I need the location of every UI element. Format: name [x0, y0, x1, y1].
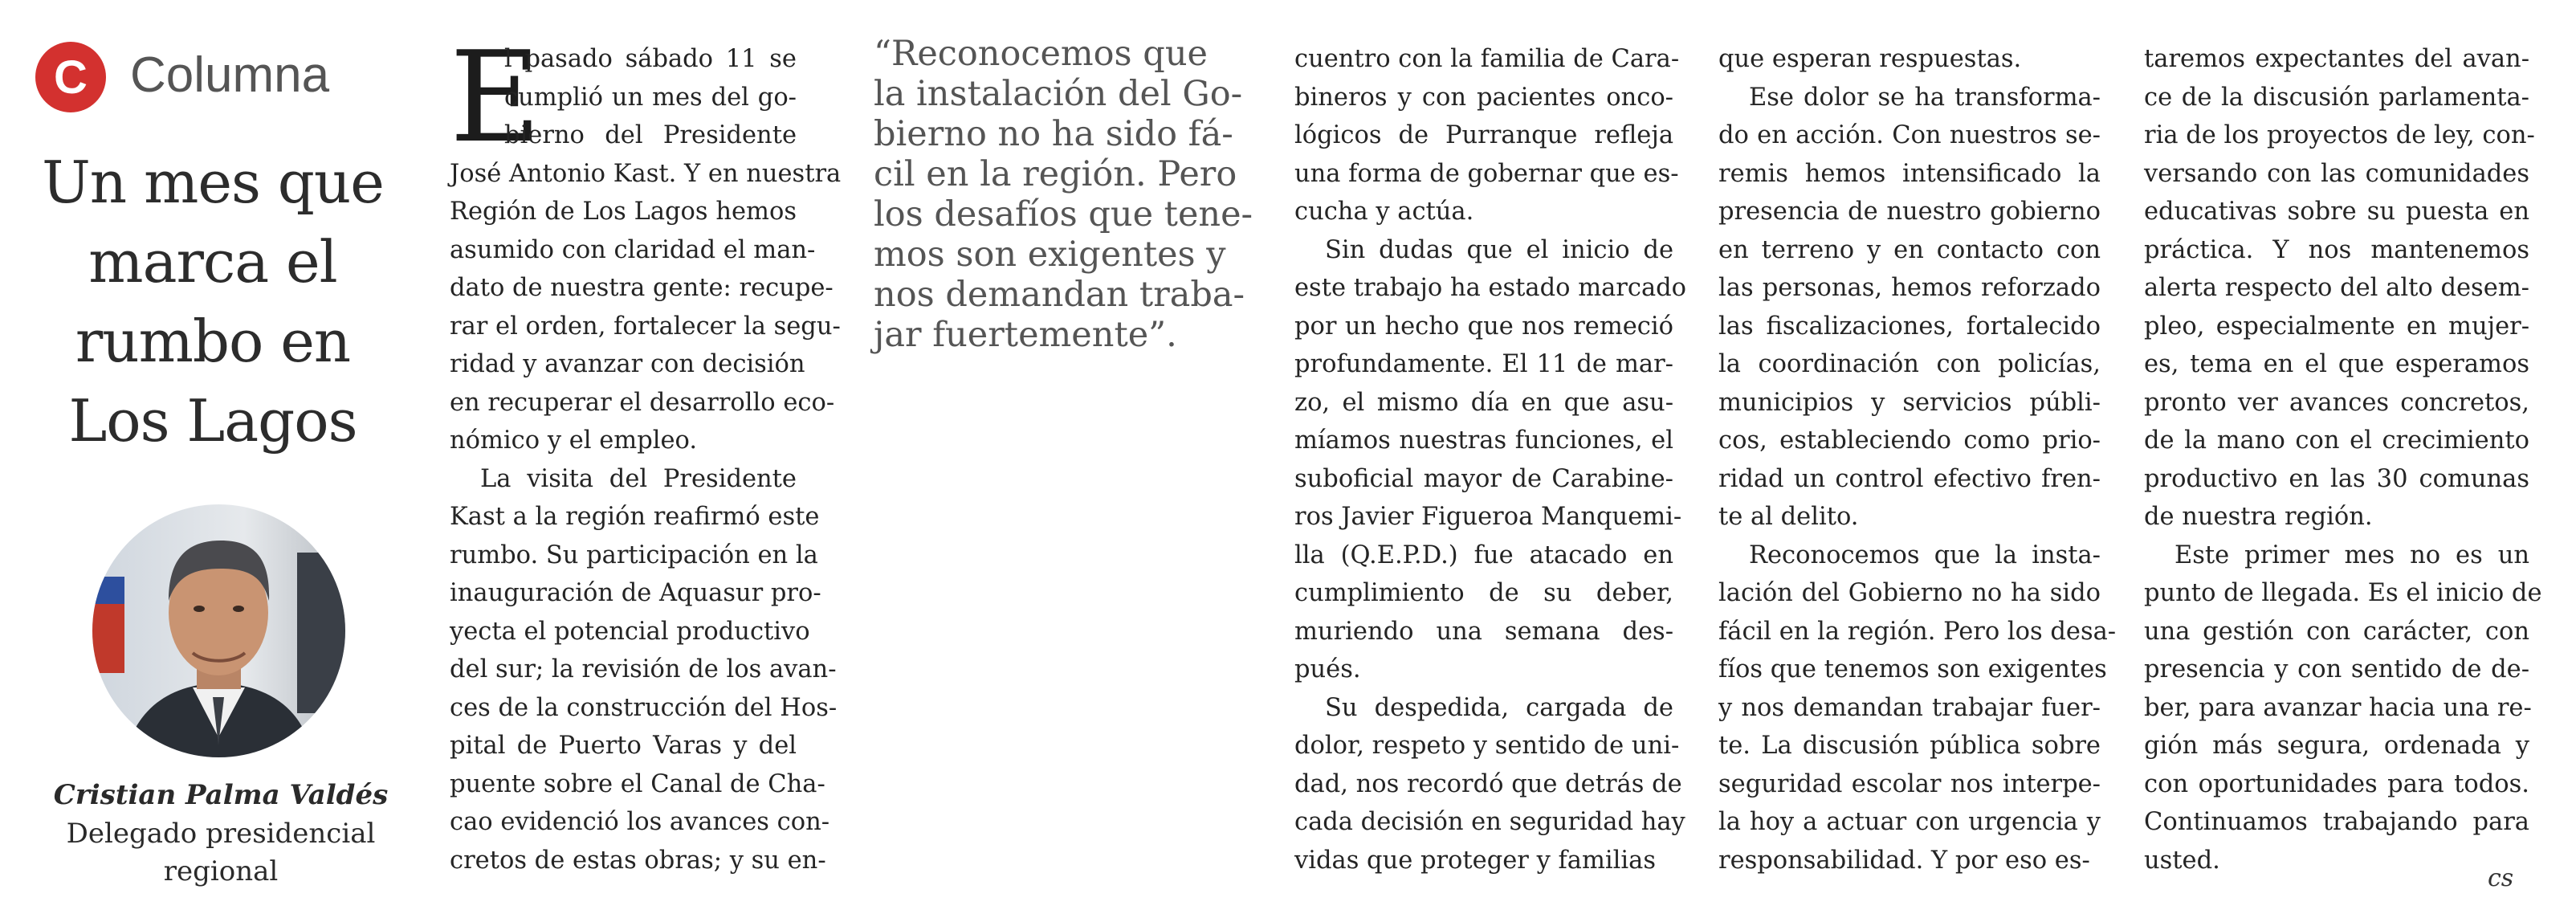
article-line: Ese dolor se ha transforma- [1749, 83, 2101, 112]
article-column-5 [2144, 40, 2542, 879]
article-column-3 [1294, 40, 1687, 879]
section-label: Columna [130, 47, 330, 103]
article-line: la hoy a actuar con urgencia y [1718, 808, 2101, 836]
section-badge: C [35, 42, 106, 112]
article-line: nómico y el empleo. [450, 426, 698, 455]
article-line: con oportunidades para todos. [2144, 769, 2529, 798]
article-line: cos, estableciendo como prio- [1718, 426, 2101, 455]
article-line: del sur; la revisión de los avan- [450, 655, 837, 683]
flag-red-stripe [92, 601, 124, 673]
article-line: lógicos de Purranque refleja [1294, 121, 1673, 149]
article-line: bineros y con pacientes onco- [1294, 83, 1673, 112]
article-column-1 [450, 40, 842, 879]
pull-quote-line: los desafíos que tene- [874, 194, 1253, 235]
article-line: las fiscalizaciones, fortalecido [1718, 312, 2101, 341]
article-line: ce de la discusión parlamenta- [2144, 83, 2529, 112]
article-line: Este primer mes no es un [2175, 541, 2529, 569]
flag-blue-stripe [92, 577, 124, 604]
article-line: lla (Q.E.P.D.) fue atacado en [1294, 541, 1673, 569]
article-line: remis hemos intensificado la [1718, 159, 2101, 188]
article-line: Sin dudas que el inicio de [1325, 235, 1673, 264]
article-line: de la mano con el crecimiento [2144, 426, 2529, 455]
author-portrait [92, 504, 345, 757]
pull-quote-line: bierno no ha sido fá- [874, 114, 1233, 154]
article-line: rumbo. Su participación en la [450, 541, 818, 569]
pull-quote [874, 34, 1253, 355]
article-column-4 [1718, 40, 2117, 879]
article-line: ber, para avanzar hacia una re- [2144, 693, 2532, 722]
article-line: l pasado sábado 11 se [504, 45, 797, 73]
article-line: responsabilidad. Y por eso es- [1718, 846, 2090, 875]
article-line: Kast a la región reafirmó este [450, 503, 820, 531]
pull-quote-line: mos son exigentes y [874, 235, 1226, 275]
article-line: bierno del Presidente [504, 121, 797, 149]
article-line: José Antonio Kast. Y en nuestra [450, 159, 842, 188]
headline-line: Un mes que [42, 149, 384, 216]
article-line: ces de la construcción del Hos- [450, 693, 838, 722]
article-line: este trabajo ha estado marcado [1294, 274, 1687, 302]
article-line: de nuestra región. [2144, 503, 2373, 531]
article-line: suboficial mayor de Carabine- [1294, 464, 1673, 493]
article-line: asumido con claridad el man- [450, 235, 816, 264]
article-line: cucha y actúa. [1294, 198, 1474, 226]
article-line: fíos que tenemos son exigentes [1718, 655, 2107, 683]
article-line: cao evidenció los avances con- [450, 808, 830, 836]
article-line: do en acción. Con nuestros se- [1718, 121, 2101, 149]
article-line: usted. [2144, 846, 2220, 875]
article-line: muriendo una semana des- [1294, 617, 1673, 646]
article-line: ridad y avanzar con decisión [450, 350, 805, 378]
author-role-line: Delegado presidencial [66, 818, 376, 850]
pull-quote-line: “Reconocemos que [874, 34, 1208, 74]
article-line: una gestión con carácter, con [2144, 617, 2529, 646]
pull-quote-line: la instalación del Go- [874, 74, 1243, 114]
article-line: en terreno y en contacto con [1718, 235, 2101, 264]
article-line: vidas que proteger y familias [1294, 846, 1656, 875]
article-line: las personas, hemos reforzado [1718, 274, 2101, 302]
article-line: versando con las comunidades [2144, 159, 2529, 188]
article-line: es, tema en el que esperamos [2144, 350, 2529, 378]
article-line: educativas sobre su puesta en [2144, 198, 2529, 226]
article-line: La visita del Presidente [480, 464, 797, 493]
article-line: cada decisión en seguridad hay [1294, 808, 1685, 836]
headline [32, 143, 393, 461]
article-line: la coordinación con policías, [1718, 350, 2101, 378]
article-line: punto de llegada. Es el inicio de [2144, 579, 2542, 607]
article-line: pronto ver avances concretos, [2144, 388, 2529, 417]
headline-line: rumbo en [75, 308, 351, 375]
article-line: lación del Gobierno no ha sido [1718, 579, 2101, 607]
article-line: dolor, respeto y sentido de uni- [1294, 732, 1680, 760]
article-line: te al delito. [1718, 503, 1859, 531]
article-line: fácil en la región. Pero los desa- [1718, 617, 2117, 646]
article-line: inauguración de Aquasur pro- [450, 579, 821, 607]
article-line: municipios y servicios públi- [1718, 388, 2101, 417]
article-line: cretos de estas obras; y su en- [450, 846, 826, 875]
article-line: puente sobre el Canal de Cha- [450, 769, 825, 798]
article-line: Reconocemos que la insta- [1749, 541, 2101, 569]
drop-cap: E [450, 24, 541, 170]
pull-quote-line: cil en la región. Pero [874, 154, 1237, 194]
author-role-line: regional [163, 855, 279, 887]
article-line: taremos expectantes del avan- [2144, 45, 2529, 73]
article-line: dato de nuestra gente: recupe- [450, 274, 834, 302]
headline-line: marca el [88, 228, 337, 296]
article-line: pital de Puerto Varas y del [450, 732, 797, 760]
article-line: presencia y con sentido de de- [2144, 655, 2529, 683]
article-line: productivo en las 30 comunas [2144, 464, 2529, 493]
article-line: seguridad escolar nos interpe- [1718, 769, 2101, 798]
article-line: que esperan respuestas. [1718, 45, 2022, 73]
article-line: una forma de gobernar que es- [1294, 159, 1679, 188]
article-line: y nos demandan trabajar fuer- [1718, 693, 2101, 722]
article-line: Región de Los Lagos hemos [450, 198, 797, 226]
article-line: pleo, especialmente en mujer- [2144, 312, 2529, 341]
article-line: presencia de nuestro gobierno [1718, 198, 2101, 226]
article-line: gión más segura, ordenada y [2144, 732, 2529, 760]
article-line: ridad un control efectivo fren- [1718, 464, 2101, 493]
article-line: zo, el mismo día en que asu- [1294, 388, 1673, 417]
pull-quote-line: nos demandan traba- [874, 275, 1245, 315]
headline-line: Los Lagos [68, 387, 357, 455]
article-line: pués. [1294, 655, 1361, 683]
article-line: yecta el potencial productivo [450, 617, 810, 646]
article-line: profundamente. El 11 de mar- [1294, 350, 1673, 378]
article-line: ria de los proyectos de ley, con- [2144, 121, 2535, 149]
article-line: ros Javier Figueroa Manquemi- [1294, 503, 1682, 531]
article-line: Continuamos trabajando para [2144, 808, 2529, 836]
pull-quote-line: jar fuertemente”. [874, 315, 1177, 355]
article-line: dad, nos recordó que detrás de [1294, 769, 1682, 798]
author-name: Cristian Palma Valdés [53, 779, 389, 811]
article-line: por un hecho que nos remeció [1294, 312, 1673, 341]
article-line: práctica. Y nos mantenemos [2144, 235, 2529, 264]
article-line: en recuperar el desarrollo eco- [450, 388, 835, 417]
article-line: alerta respecto del alto desem- [2144, 274, 2529, 302]
article-line: míamos nuestras funciones, el [1294, 426, 1673, 455]
article-line: cumplió un mes del go- [504, 83, 797, 112]
article-line: Su despedida, cargada de [1325, 693, 1673, 722]
article-line: rar el orden, fortalecer la segu- [450, 312, 841, 341]
article-line: te. La discusión pública sobre [1718, 732, 2101, 760]
end-mark: cs [2488, 864, 2514, 892]
author-role [32, 815, 410, 891]
article-line: cumplimiento de su deber, [1294, 579, 1673, 607]
article-line: cuentro con la familia de Cara- [1294, 45, 1680, 73]
